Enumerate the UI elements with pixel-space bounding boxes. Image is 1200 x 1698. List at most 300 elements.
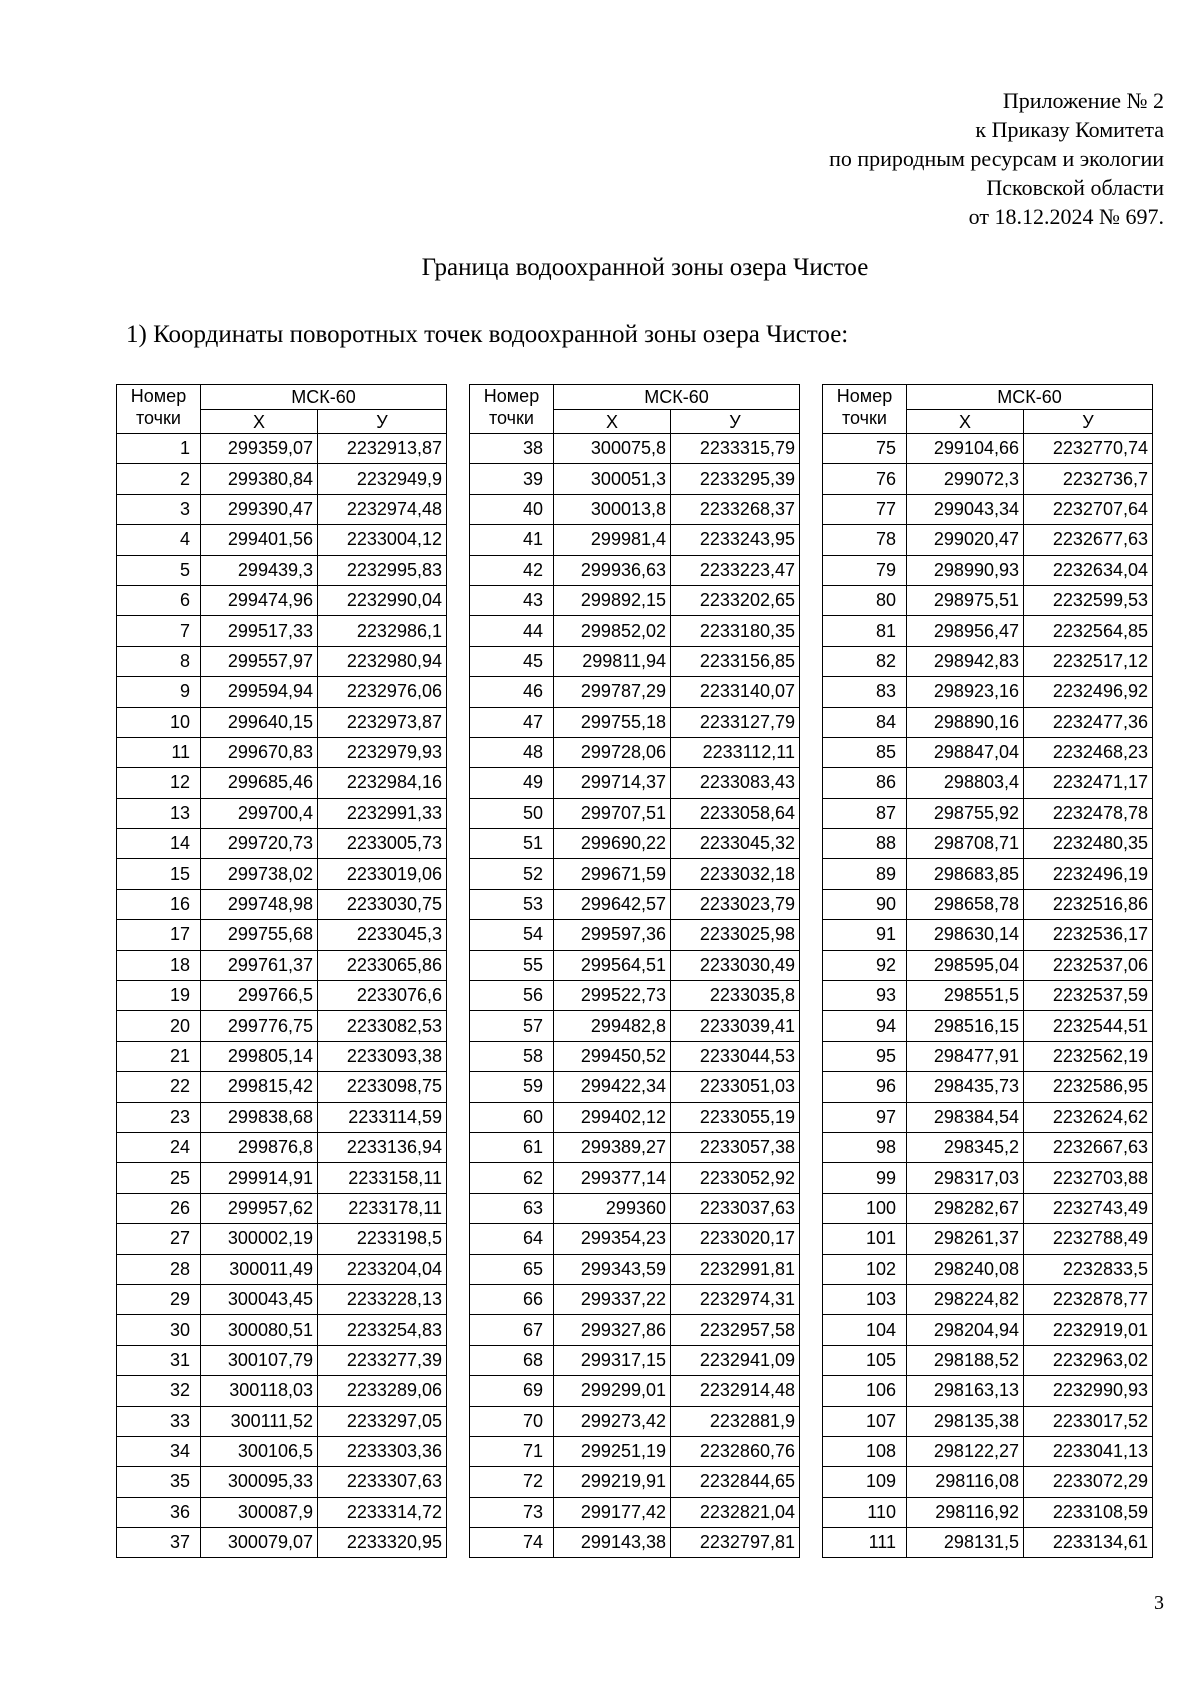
point-number-cell: 32 [117,1376,201,1406]
table-row [823,981,1153,1011]
x-coordinate-cell: 299380,84 [201,464,318,494]
point-number-cell: 97 [823,1102,907,1132]
x-coordinate-cell: 299474,96 [201,585,318,615]
x-coordinate-cell: 299776,75 [201,1011,318,1041]
point-number-cell: 87 [823,798,907,828]
point-number-cell: 31 [117,1345,201,1375]
point-number-cell: 100 [823,1193,907,1223]
point-number-cell: 99 [823,1163,907,1193]
table-row [470,1376,800,1406]
y-coordinate-cell: 2232821,04 [671,1497,800,1527]
table-row [117,737,447,767]
table-row [117,1163,447,1193]
y-coordinate-cell: 2232990,04 [318,585,447,615]
x-coordinate-cell: 299852,02 [554,616,671,646]
x-coordinate-cell: 298116,92 [907,1497,1024,1527]
y-coordinate-cell: 2232949,9 [318,464,447,494]
point-number-cell: 91 [823,920,907,950]
point-number-cell: 10 [117,707,201,737]
y-coordinate-cell: 2232496,19 [1024,859,1153,889]
x-coordinate-cell: 299143,38 [554,1528,671,1558]
x-coordinate-cell: 299755,18 [554,707,671,737]
y-coordinate-cell: 2233032,18 [671,859,800,889]
annex-line: от 18.12.2024 № 697. [968,204,1164,229]
y-coordinate-cell: 2232477,36 [1024,707,1153,737]
point-number-header [823,385,907,434]
x-coordinate-cell: 299337,22 [554,1284,671,1314]
x-coordinate-cell: 300087,9 [201,1497,318,1527]
x-coordinate-cell: 298990,93 [907,555,1024,585]
point-number-cell: 51 [470,829,554,859]
point-header-line: Номер [836,386,893,406]
x-coordinate-cell: 300106,5 [201,1436,318,1466]
table-row [117,434,447,464]
x-coordinate-cell: 300118,03 [201,1376,318,1406]
y-coordinate-cell: 2233076,6 [318,981,447,1011]
x-column-header: Х [554,410,671,434]
y-coordinate-cell: 2233044,53 [671,1041,800,1071]
x-coordinate-cell: 299402,12 [554,1102,671,1132]
y-coordinate-cell: 2232984,16 [318,768,447,798]
point-number-cell: 18 [117,950,201,980]
point-number-cell: 79 [823,555,907,585]
table-row [117,1284,447,1314]
point-number-cell: 105 [823,1345,907,1375]
point-number-cell: 17 [117,920,201,950]
y-coordinate-cell: 2232471,17 [1024,768,1153,798]
x-coordinate-cell: 300043,45 [201,1284,318,1314]
point-number-cell: 1 [117,434,201,464]
x-coordinate-cell: 300075,8 [554,434,671,464]
point-number-cell: 48 [470,737,554,767]
point-number-cell: 63 [470,1193,554,1223]
point-number-cell: 69 [470,1376,554,1406]
table-row [117,950,447,980]
table-row [470,1072,800,1102]
point-number-cell: 71 [470,1436,554,1466]
y-coordinate-cell: 2233297,05 [318,1406,447,1436]
table-row [470,1041,800,1071]
point-number-cell: 6 [117,585,201,615]
x-coordinate-cell: 299390,47 [201,494,318,524]
point-number-cell: 106 [823,1376,907,1406]
table-row [117,1497,447,1527]
table-row [470,768,800,798]
table-row [117,1406,447,1436]
point-number-cell: 70 [470,1406,554,1436]
table-row [117,1528,447,1558]
y-coordinate-cell: 2233254,83 [318,1315,447,1345]
point-number-cell: 102 [823,1254,907,1284]
x-coordinate-cell: 300079,07 [201,1528,318,1558]
point-number-cell: 59 [470,1072,554,1102]
y-coordinate-cell: 2232624,62 [1024,1102,1153,1132]
y-coordinate-cell: 2233114,59 [318,1102,447,1132]
table-row [823,1436,1153,1466]
y-coordinate-cell: 2232743,49 [1024,1193,1153,1223]
table-row [823,1072,1153,1102]
y-coordinate-cell: 2232919,01 [1024,1315,1153,1345]
point-number-cell: 86 [823,768,907,798]
y-coordinate-cell: 2233243,95 [671,525,800,555]
x-coordinate-cell: 299450,52 [554,1041,671,1071]
y-coordinate-cell: 2233277,39 [318,1345,447,1375]
x-coordinate-cell: 299690,22 [554,829,671,859]
table-row [823,677,1153,707]
table-row [117,981,447,1011]
point-number-cell: 104 [823,1315,907,1345]
x-coordinate-cell: 299805,14 [201,1041,318,1071]
x-coordinate-cell: 298122,27 [907,1436,1024,1466]
point-number-cell: 21 [117,1041,201,1071]
x-coordinate-cell: 298240,08 [907,1254,1024,1284]
table-row [823,1467,1153,1497]
coordinates-table-2 [469,384,800,1558]
y-coordinate-cell: 2233072,29 [1024,1467,1153,1497]
x-coordinate-cell: 299020,47 [907,525,1024,555]
x-coordinate-cell: 298384,54 [907,1102,1024,1132]
y-coordinate-cell: 2232703,88 [1024,1163,1153,1193]
y-coordinate-cell: 2232995,83 [318,555,447,585]
x-coordinate-cell: 298847,04 [907,737,1024,767]
y-coordinate-cell: 2233178,11 [318,1193,447,1223]
y-coordinate-cell: 2232797,81 [671,1528,800,1558]
y-coordinate-cell: 2233140,07 [671,677,800,707]
table-row [470,677,800,707]
table-row [117,707,447,737]
point-number-cell: 74 [470,1528,554,1558]
y-coordinate-cell: 2233223,47 [671,555,800,585]
table-row [823,889,1153,919]
x-coordinate-cell: 299377,14 [554,1163,671,1193]
point-number-cell: 75 [823,434,907,464]
point-number-cell: 66 [470,1284,554,1314]
table-row [823,525,1153,555]
x-coordinate-cell: 298630,14 [907,920,1024,950]
x-coordinate-cell: 298345,2 [907,1132,1024,1162]
x-coordinate-cell: 299738,02 [201,859,318,889]
table-row [117,1436,447,1466]
table-row [470,646,800,676]
y-coordinate-cell: 2232973,87 [318,707,447,737]
point-number-cell: 92 [823,950,907,980]
table-row [470,555,800,585]
y-coordinate-cell: 2233082,53 [318,1011,447,1041]
point-number-cell: 39 [470,464,554,494]
y-coordinate-cell: 2232990,93 [1024,1376,1153,1406]
table-row [470,1163,800,1193]
annex-line: к Приказу Комитета [975,117,1164,142]
point-number-cell: 19 [117,981,201,1011]
table-row [823,1193,1153,1223]
point-number-cell: 57 [470,1011,554,1041]
x-coordinate-cell: 299707,51 [554,798,671,828]
table-row [470,737,800,767]
table-row [117,677,447,707]
point-number-cell: 62 [470,1163,554,1193]
y-coordinate-cell: 2233030,75 [318,889,447,919]
point-number-cell: 16 [117,889,201,919]
y-coordinate-cell: 2232536,17 [1024,920,1153,950]
table-row [823,1406,1153,1436]
point-header-line: точки [842,408,887,428]
y-coordinate-cell: 2232788,49 [1024,1224,1153,1254]
point-number-cell: 8 [117,646,201,676]
table-row [823,434,1153,464]
y-coordinate-cell: 2233127,79 [671,707,800,737]
x-coordinate-cell: 299700,4 [201,798,318,828]
x-column-header: Х [201,410,318,434]
x-coordinate-cell: 299564,51 [554,950,671,980]
x-coordinate-cell: 298516,15 [907,1011,1024,1041]
table-row [823,1284,1153,1314]
point-number-cell: 110 [823,1497,907,1527]
table-row [117,1193,447,1223]
y-coordinate-cell: 2233180,35 [671,616,800,646]
coordinate-system-header: МСК-60 [201,385,447,410]
table-row [117,1072,447,1102]
annex-line: Приложение № 2 [1002,88,1164,113]
point-number-cell: 65 [470,1254,554,1284]
y-coordinate-cell: 2232974,48 [318,494,447,524]
table-row [470,585,800,615]
x-coordinate-cell: 300080,51 [201,1315,318,1345]
page-title: Граница водоохранной зоны озера Чистое [421,254,869,281]
coordinates-table-3 [822,384,1153,1558]
table-row [117,585,447,615]
point-number-cell: 12 [117,768,201,798]
annex-line: Псковской области [986,175,1164,200]
table-row [117,1345,447,1375]
x-coordinate-cell: 299671,59 [554,859,671,889]
x-coordinate-cell: 299401,56 [201,525,318,555]
point-number-cell: 64 [470,1224,554,1254]
point-number-cell: 46 [470,677,554,707]
x-coordinate-cell: 299597,36 [554,920,671,950]
y-coordinate-cell: 2232468,23 [1024,737,1153,767]
y-coordinate-cell: 2233019,06 [318,859,447,889]
point-number-cell: 4 [117,525,201,555]
x-coordinate-cell: 298204,94 [907,1315,1024,1345]
point-number-cell: 98 [823,1132,907,1162]
x-coordinate-cell: 299815,42 [201,1072,318,1102]
point-number-cell: 68 [470,1345,554,1375]
y-coordinate-cell: 2233020,17 [671,1224,800,1254]
y-coordinate-cell: 2233268,37 [671,494,800,524]
table-row [117,920,447,950]
x-coordinate-cell: 298923,16 [907,677,1024,707]
table-row [117,464,447,494]
x-coordinate-cell: 298435,73 [907,1072,1024,1102]
table-row [823,1528,1153,1558]
y-coordinate-cell: 2233093,38 [318,1041,447,1071]
table-row [823,555,1153,585]
x-coordinate-cell: 299755,68 [201,920,318,950]
table-row [823,464,1153,494]
table-row [470,1284,800,1314]
x-coordinate-cell: 299720,73 [201,829,318,859]
table-row [117,646,447,676]
table-row [823,494,1153,524]
point-number-cell: 88 [823,829,907,859]
x-coordinate-cell: 299594,94 [201,677,318,707]
x-coordinate-cell: 299557,97 [201,646,318,676]
table-row [117,1041,447,1071]
x-coordinate-cell: 299359,07 [201,434,318,464]
y-coordinate-cell: 2233052,92 [671,1163,800,1193]
y-coordinate-cell: 2232480,35 [1024,829,1153,859]
point-number-cell: 35 [117,1467,201,1497]
point-number-cell: 24 [117,1132,201,1162]
point-number-cell: 45 [470,646,554,676]
x-coordinate-cell: 300002,19 [201,1224,318,1254]
y-coordinate-cell: 2232833,5 [1024,1254,1153,1284]
y-coordinate-cell: 2232941,09 [671,1345,800,1375]
y-coordinate-cell: 2233045,3 [318,920,447,950]
section-heading: 1) Координаты поворотных точек водоохранной зоны озера Чистое: [126,321,849,348]
table-row [117,889,447,919]
table-row [117,494,447,524]
x-coordinate-cell: 299787,29 [554,677,671,707]
x-coordinate-cell: 298890,16 [907,707,1024,737]
y-coordinate-cell: 2232707,64 [1024,494,1153,524]
table-row [823,737,1153,767]
point-header-line: Номер [483,386,540,406]
point-header-line: точки [489,408,534,428]
y-coordinate-cell: 2232634,04 [1024,555,1153,585]
table-row [117,1315,447,1345]
point-number-cell: 93 [823,981,907,1011]
y-coordinate-cell: 2232963,02 [1024,1345,1153,1375]
point-number-cell: 2 [117,464,201,494]
y-coordinate-cell: 2233295,39 [671,464,800,494]
table-row [470,1315,800,1345]
y-coordinate-cell: 2232516,86 [1024,889,1153,919]
table-row [470,1224,800,1254]
x-coordinate-cell: 299517,33 [201,616,318,646]
table-row [470,950,800,980]
y-coordinate-cell: 2233065,86 [318,950,447,980]
y-coordinate-cell: 2233134,61 [1024,1528,1153,1558]
point-number-cell: 44 [470,616,554,646]
page-number: 3 [1154,1592,1164,1614]
x-coordinate-cell: 298477,91 [907,1041,1024,1071]
point-number-cell: 49 [470,768,554,798]
y-coordinate-cell: 2232914,48 [671,1376,800,1406]
table-row [470,981,800,1011]
point-header-line: точки [136,408,181,428]
x-coordinate-cell: 299685,46 [201,768,318,798]
point-number-cell: 67 [470,1315,554,1345]
x-coordinate-cell: 299317,15 [554,1345,671,1375]
table-row [823,1011,1153,1041]
point-number-cell: 101 [823,1224,907,1254]
y-coordinate-cell: 2232586,95 [1024,1072,1153,1102]
table-row [117,525,447,555]
table-row [470,1497,800,1527]
x-coordinate-cell: 299177,42 [554,1497,671,1527]
y-column-header: У [671,410,800,434]
point-number-cell: 90 [823,889,907,919]
y-coordinate-cell: 2233320,95 [318,1528,447,1558]
table-row [823,768,1153,798]
point-number-cell: 81 [823,616,907,646]
x-coordinate-cell: 300013,8 [554,494,671,524]
table-row [470,1467,800,1497]
x-coordinate-cell: 299957,62 [201,1193,318,1223]
x-coordinate-cell: 299876,8 [201,1132,318,1162]
x-coordinate-cell: 298317,03 [907,1163,1024,1193]
point-number-cell: 84 [823,707,907,737]
point-number-cell: 94 [823,1011,907,1041]
y-coordinate-cell: 2232878,77 [1024,1284,1153,1314]
x-coordinate-cell: 300107,79 [201,1345,318,1375]
y-coordinate-cell: 2233045,32 [671,829,800,859]
point-number-cell: 37 [117,1528,201,1558]
table-row [117,1467,447,1497]
x-coordinate-cell: 299761,37 [201,950,318,980]
point-number-cell: 38 [470,434,554,464]
table-row [470,1406,800,1436]
y-coordinate-cell: 2233156,85 [671,646,800,676]
point-number-cell: 27 [117,1224,201,1254]
y-coordinate-cell: 2233030,49 [671,950,800,980]
y-coordinate-cell: 2233055,19 [671,1102,800,1132]
point-number-cell: 85 [823,737,907,767]
y-coordinate-cell: 2232844,65 [671,1467,800,1497]
point-number-cell: 11 [117,737,201,767]
point-number-cell: 43 [470,585,554,615]
x-coordinate-cell: 298224,82 [907,1284,1024,1314]
point-number-cell: 36 [117,1497,201,1527]
table-row [470,920,800,950]
x-coordinate-cell: 299748,98 [201,889,318,919]
table-row [117,1254,447,1284]
table-row [117,768,447,798]
table-row [117,1376,447,1406]
x-coordinate-cell: 298803,4 [907,768,1024,798]
x-coordinate-cell: 298595,04 [907,950,1024,980]
point-number-cell: 107 [823,1406,907,1436]
point-number-cell: 23 [117,1102,201,1132]
y-coordinate-cell: 2233023,79 [671,889,800,919]
x-coordinate-cell: 298188,52 [907,1345,1024,1375]
y-coordinate-cell: 2233039,41 [671,1011,800,1041]
x-coordinate-cell: 299670,83 [201,737,318,767]
y-coordinate-cell: 2232881,9 [671,1406,800,1436]
table-row [117,1011,447,1041]
y-coordinate-cell: 2232770,74 [1024,434,1153,464]
table-row [823,1345,1153,1375]
y-coordinate-cell: 2232562,19 [1024,1041,1153,1071]
y-coordinate-cell: 2233005,73 [318,829,447,859]
x-coordinate-cell: 299043,34 [907,494,1024,524]
x-coordinate-cell: 299389,27 [554,1132,671,1162]
point-number-cell: 50 [470,798,554,828]
x-coordinate-cell: 299642,57 [554,889,671,919]
table-row [470,829,800,859]
table-row [823,707,1153,737]
table-row [823,920,1153,950]
table-row [823,616,1153,646]
x-coordinate-cell: 298942,83 [907,646,1024,676]
table-row [117,1224,447,1254]
y-coordinate-cell: 2232478,78 [1024,798,1153,828]
point-number-cell: 61 [470,1132,554,1162]
x-coordinate-cell: 299811,94 [554,646,671,676]
table-row [823,1041,1153,1071]
y-coordinate-cell: 2232496,92 [1024,677,1153,707]
